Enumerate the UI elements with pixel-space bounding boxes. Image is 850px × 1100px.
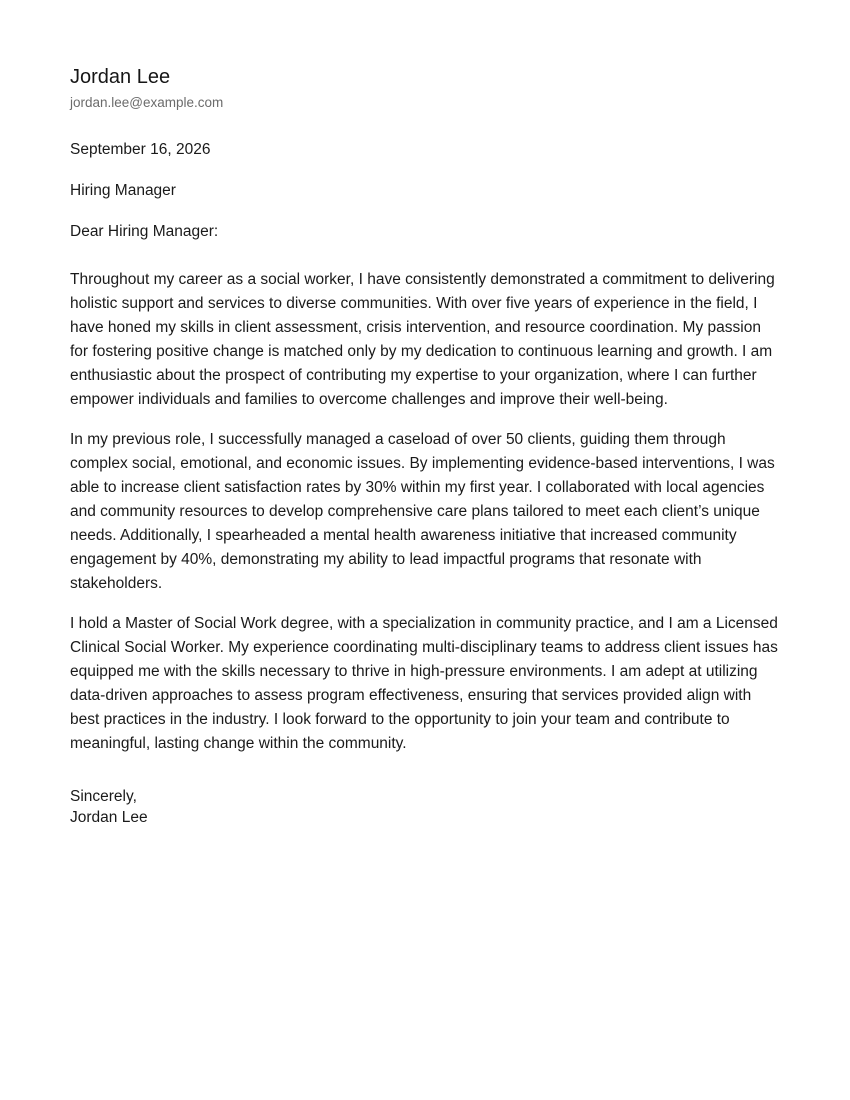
body-paragraph-2: In my previous role, I successfully managed a caseload of over 50 clients, guiding them through complex social, emotional, and economic issues. By implementing evidence-based interventions, I was able to increase client satisfaction rates by 30% within my first year. I collaborated with local agencies and community resources to develop comprehensive care plans tailored to meet each client’s unique needs. Additionally, I spearheaded a mental health awareness initiative that increased community engagement by 40%, demonstrating my ability to lead impactful programs that resonate with stakeholders. [70,431,775,592]
salutation: Dear Hiring Manager: [70,223,219,240]
sender-email: jordan.lee@example.com [70,95,224,110]
sender-name: Jordan Lee [70,66,171,88]
closing: Sincerely, [70,788,137,805]
letter-date: September 16, 2026 [70,141,211,158]
signature-name: Jordan Lee [70,809,148,826]
body-paragraph-3: I hold a Master of Social Work degree, with a specialization in community practice, and I am a Licensed Clinical Social Worker. My experience coordinating multi-disciplinary teams to address client issues has equipped me with the skills necessary to thrive in high-pressure environments. I am adept at utilizing data-driven approaches to assess program effectiveness, ensuring that services provided align with best practices in the industry. I look forward to the opportunity to join your team and contribute to meaningful, lasting change within the community. [70,615,778,752]
body-paragraph-1: Throughout my career as a social worker, I have consistently demonstrated a commitment to delivering holistic support and services to diverse communities. With over five years of experience in the field, I have honed my skills in client assessment, crisis intervention, and resource coordination. My passion for fostering positive change is matched only by my dedication to continuous learning and growth. I am enthusiastic about the prospect of contributing my expertise to your organization, where I can further empower individuals and families to overcome challenges and improve their well-being. [70,271,775,408]
recipient: Hiring Manager [70,182,176,199]
